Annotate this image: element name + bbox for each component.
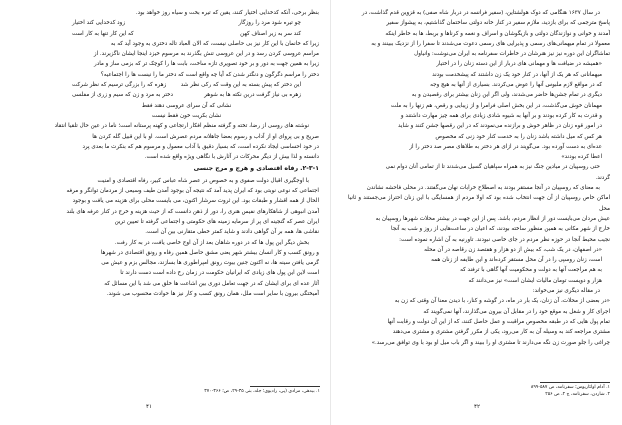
paragraph-line: گردند. [595,174,610,181]
paragraph-line: عیش مردان می‌بایست دور از انظار مردم، باشد. پس از این جهت در بیشتر محلات شهرها روسپیان به [375,215,610,222]
paragraph-line: در خود احساسی ایجاد نکرده است، که بسیار دقیق با آداب معمول و مرسوم هم که بنکرت ما بعدی پرد [82,143,319,150]
paragraph-line: با اوجگیری اقبال دولت صفوی و به خصوص در عصر شاه عباس کبیر، رفاه اقتصادی و امنیت [97,177,309,184]
paragraph-line: مراسم عروسی کردن رسد و در این عروسی تنش بگذرند به مرسوم خیزد اینجا ایشان ناگزیرند. از [93,51,319,58]
quote-line: هر کس که میل داشته باشد زنان را به خدمت کنار خود زنی که مخصوص [435,133,602,140]
paragraph-line: چراغی را جلو صورت زن نگه می‌دارند تا مشتری او را ببیند و اگر باب میل او بود با وی توافق می‌رسد.» [371,339,610,346]
poem-couplet [54,90,319,100]
footnote: ۲. شاردن، سفرنامه، ج ۲، ص ۲۵۶ [545,392,610,397]
paragraph-line: به معنای که روسپیان در آنجا مستقر بودند به اصطلاح خرابات نهان می‌گفتند. در محلی فاحشه نشاندن [366,185,600,192]
paragraph-line: دانسته و لذا بیش از دیگر محرکات در آثارش با نگاهی ویژه واقع شده است. [144,154,319,161]
footnotes-right [420,384,610,398]
paragraph-line: نجیب محیط آنجا در حوزه نظر مردم در جای خاصی نبودند. تاورنیه به آن اشاره نموده است: [399,236,610,243]
quote-line: در امور قوه زنان در ظاهر خوش و برازنده می‌نمودند که در این رقصها جشن کنند و شاید [397,123,602,130]
paragraph-line: اماکن خاص روسپیان از آن جهت انتخاب شده بود که اولا مردم از همسایگی با این زنان احتراز می‌جستند و ثانیا محل [348,195,610,212]
poem-hemistich: دختر به مرد و زن که سیم و زری از مفلسی [72,92,173,99]
paragraph-line: و رونق کسب و کار انسان بیشتر شهر یعنی مشق حاصل همین رفاه و رونق اقتصادی در شهرها [100,249,319,256]
paragraph-line: آثار عده ای برای ایشان که در جهت تعامل دوری بین اشاعت ها خلق می شد با این مسائل که [104,280,319,287]
paragraph-line: اجرای کار و شغل به موقع خود را در مقابل آن بیرون می‌گذارند، آنها نمی‌گویند که [423,308,610,315]
quote-line: مهمانان خوش می‌گذشت، در این بخش اصلی فرامرا و از زیبایی و رقص، هم زنها را به ملت [390,102,602,109]
footnote: ۱. آدام اولئاریوس؛ سفرنامه، ص ۵۸۷-۸۹۹ [530,385,610,390]
poem-couplet [54,29,319,39]
poem-couplet [54,80,319,90]
paragraph-line: معمولا در تمام میهمانی‌های رسمی و پذیرایی های رسمی دعوت می‌شدند تا سفرا را از نزدیک ببینند و به [371,40,610,47]
paragraph-line: در سال ۱۶۳۷ هنگامی که دوک هولشتاین، (سفیر فرانسه در دربار شاه صفی) به قزوین قدم گذاشت، در [361,10,600,16]
poem-hemistich: که این کار تنها به کار است [72,30,134,37]
quote-line: به هم مراجعت آنها به دولت و محکومیت آنها گاهی با ترفند که [460,267,602,274]
paragraph-line: زیرا که خانمان با این کار نیز بی حاصلی نیست، که الان العباد تاله دختری به وجود آید که به [110,40,319,47]
footnote-rule-right [540,382,610,383]
quote-line: که در مواقع لازم ملبوس آنها را عوض می‌کردند. بسیاری از آنها به هیچ وجه [430,82,602,89]
paragraph-line: نقاشی ها، همه بر آن گواهی دادند و شاید کمتر خطی متقارنی بین آن است. [145,229,319,236]
poem-hemistich: زهره بی نیاز گرفت درین نکته ها به شوهر [204,92,301,99]
paragraph-line: تماشاگران این دوره نیز نیز هنرشان در خاطرات سفرنامه به ایران می‌نوشت: وانیاول [414,51,610,58]
left-page [54,8,319,418]
paragraph-line: گرمی یافتن سینه ها، نه اکنون جنین بیوت رونق امپراطوری ها بسازند، مجالس بزم و عیش می [101,260,319,267]
gutter [330,0,331,425]
paragraph-line: است لاین این پول های زیادی که ایرانیان حکومت در زمان رخ داده است دست دارند تا [120,270,319,277]
paragraph-line: ایران عصر که گنجینه ای پر از سرمایه زمینه های حکومتی و اجتماعی گرفته تا تعیین ترین [114,218,319,225]
quote-line: عده‌ای به دست آورده بود. می‌گویند در ازای هر دختر به طلاهای مصر صد دختر را از [409,143,602,150]
paragraph-line: خارج از شهر مکانی به همین منظور ساخته بودند، که اعیان در ساعت‌هایی از روز و شب به آنجا [391,226,610,233]
quote-line: «همیشه در ضیافت ها و مهمانی های دربار از این دسته زنان را در اختیار [436,61,602,68]
quote-line: میهمانانی که هر یک از آنها، در کنار خود یک زن داشتند که پیشخدمت بودند [432,71,602,78]
quote-line: است، زنان روسپی را در آن محل مستقر کرده‌اند و این طایفه از زنان همه [431,257,602,264]
paragraph-line: بخش دیگر این پول ها که در دوره شاهان بعد از آن اوج خاصی یافت، در به کار رفت. [114,239,309,246]
paragraph-line: «در بعضی از محلات، آن زنان، یک بار در ماه، در گوشه و کنار، با دیدن معنا آن وقتی که زن به [394,298,610,305]
paragraph-line: مشتری مراجعه کند به وسیله آن به کار می‌رود، یکی از مکرر گرفتن مشتری و مشتری می‌دهند [392,329,610,336]
intro-line: بنظر برخی، آنکه کدخدایی اختیار کنند، یقین که تیره بخت و سیاه روز خواهد بود. [135,10,319,16]
paragraph-line: الحال از همه اقشار و طبقات بود. این ثروت سرشار اکنون، می بایست محلی برای هزینه می یافت و بوجود [72,198,319,205]
footnotes-left [120,388,320,395]
section-heading: ۲-۳-۱. رفاه اقتصادی و هرج و مرج جنسی [193,165,319,173]
poem-hemistich: زود کدخدایی کند اختیار [72,20,126,27]
poem-hemistich: چو تیره شود مرد را روزگار [238,20,301,27]
poem-hemistich: این دختر که پیش بسته به این وقت که رکی نظر شد [180,82,301,89]
paragraph-line: تمام پول هایی که در طبقه مخصوص مراقبت و عمل حاصل کنند، که از این آن دولت و رقابت آنها [387,318,610,325]
poem-couplet [54,18,319,28]
page-number-right: ۴۲ [474,404,481,410]
quote-line: و قدرت به کار کرده بودند و بر آنها به شیوه شادی زیادی برای همه چیز مهارت داشتند و [400,112,602,119]
quote-line: اعطا کرده بودند» [561,154,602,161]
quote-line: دیگری در تمام جشن‌ها حاضر می‌شدند، ولی اگر این زنان بیشتر برای رقصیدن و به [411,92,602,99]
poem-center-line: نشان بکریت خون فقط نیست [151,112,222,119]
poem-hemistich: زهره که را بزرگی ترسیم که نظر شرکت [72,82,167,89]
poem-center-line: نشانی که آن سرای عروسی دهند فقط [141,102,232,109]
paragraph-line: صریح و بی پروای او از آداب و رسوم بعضا جاهلانه مردم عصرش است. او با این قبیل گله کردن ها [92,133,319,140]
paragraph-line: اجتماعی که نوعی نوبتی بود که ایران پدید آمد که نتیجه آن بوجود آمدن طیف وسیعی از مردمان توانگر و مرفه [66,188,319,195]
paragraph-line: نوشته های روسی از رضا، تخته و گرفته منظم افکار ارتجاعی و کهنه پرستانه است؛ ناما در عین حال تلقیا انتقاد [54,123,309,130]
paragraph-line: آمدند و خوانی و نوازندگان دولتی و بازیگوشان و اسراف و نغمه و کرناها و بربط، ها به خاطر اینکه [385,30,610,37]
poem-hemistich: کند سر به زیر اصناف کهن [240,30,301,37]
footnote-rule-left [250,386,320,387]
paragraph-line: آمدن انبوهی از شاهکارهای نفیس هنری را، دور از ذهن دانست که از حیث هزینه و خرج در کنار عرفه های بلند [66,208,319,215]
right-page [348,8,610,418]
paragraph-line: دختر را مراسم دگرگون و دنگتر شدن که آیا چه واقع است که دختر ما را نیست ها را اجتماعیه؟ [100,71,319,78]
paragraph-line: پاسخ مترجمی که برای بازدید، ملازم سفیر در کنار خانه دولتی ساختمان گذاشتیم، به پیشواز سفیر [386,20,610,27]
quote-line: هزار و دویست تومان مالیات ایشان است» نیز می‌دانند که [468,277,602,284]
paragraph-line: آمیختگی بیرون با سایر است ملل، همان رونق کسب و کار نیز ها حوادث محسوب می شوند. [106,291,319,298]
quote-line: «در اصفهان، در یک شب، که بیش از دو هزار و هفتصد زن رقاصه در آن محله [424,246,602,253]
page-number-left: ۴۱ [146,404,153,410]
paragraph-line: حتی روسپیان در میادین جنگ نیز به همراه سپاهیان گسیل می‌شدند تا از تمامی آنان دوام نمی [385,164,600,171]
footnote: ۱. بیدهی، مرادی (پی، رادیوی؛ جلد، بنی ۳۵-۲۹، ص؛ ۳۶۶-۳۷۰ [204,389,320,394]
paragraph-line: زیرا به همین جهت به دور و بر خود تصویری تازه ساخت، بابت ها را کوچک تر که بزمی ساز و مادر [94,61,319,68]
paragraph-line: در مقاله دیگری نیز می‌خواند: [532,288,600,295]
